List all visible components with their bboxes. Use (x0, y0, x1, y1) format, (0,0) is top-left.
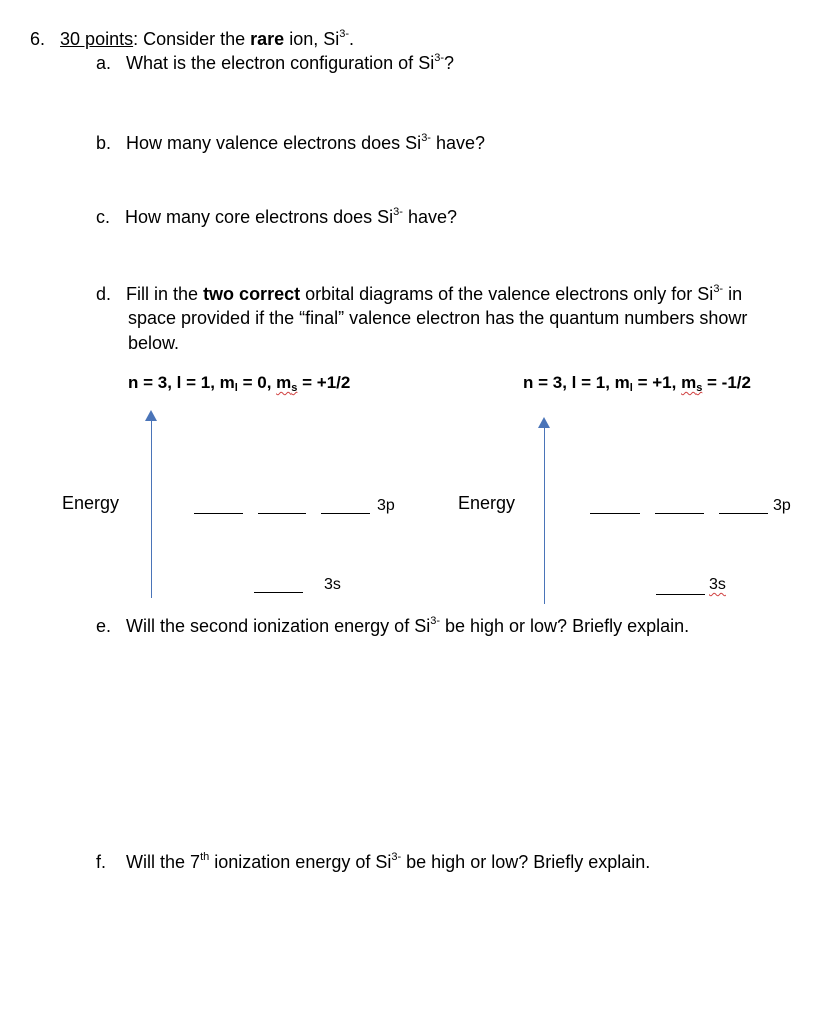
right-energy-label: Energy (458, 493, 516, 513)
right-3p-orbital-2[interactable] (655, 513, 704, 514)
part-c: c. How many core electrons does $Si^{3-}$ have? (96, 206, 457, 227)
right-3s-label: 3s (709, 576, 726, 593)
part-letter: f. (96, 852, 107, 872)
part-b: b. How many valence electrons does $Si^{3-}$ have? (96, 132, 486, 153)
part-a: a. What is the electron configuration of $Si^{3-}$? (96, 52, 454, 73)
question-header: 6. 30 points: Consider the rare ion, $Si^{3-}$. (30, 28, 355, 49)
part-d-line-3: below. (128, 333, 180, 353)
part-letter: a. (96, 53, 112, 73)
part-e: e. Will the second ionization energy of $Si^{3-}$ be high or low? Briefly explain. (96, 615, 690, 636)
left-3s-orbital[interactable] (254, 592, 303, 593)
points-label: 30 points (60, 29, 134, 49)
question-number: 6. (30, 29, 46, 49)
part-d-line-1: d. Fill in the two correct orbital diagrams of the valence electrons only for $Si^{3-}$ in (96, 283, 743, 304)
right-energy-axis (544, 427, 545, 604)
left-3p-label: 3p (377, 497, 395, 514)
left-energy-label: Energy (62, 493, 120, 513)
part-letter: e. (96, 616, 112, 636)
right-3p-label: 3p (773, 497, 791, 514)
part-d-line-2: space provided if the “final” valence electron has the quantum numbers showr (128, 308, 748, 328)
left-3p-orbital-3[interactable] (321, 513, 370, 514)
left-quantum-numbers: n = 3, l = 1, $m_l = 0$, $m_s = +1/2$ (128, 373, 351, 394)
part-letter: b. (96, 133, 112, 153)
part-letter: c. (96, 207, 111, 227)
left-3s-label: 3s (324, 576, 341, 593)
part-letter: d. (96, 284, 112, 304)
left-energy-axis (151, 420, 152, 598)
right-3p-orbital-3[interactable] (719, 513, 768, 514)
right-3s-orbital[interactable] (656, 594, 705, 595)
left-3p-orbital-2[interactable] (258, 513, 306, 514)
part-f: f. Will the 7th ionization energy of $Si^{3-}$ be high or low? Briefly explain. (96, 851, 651, 872)
left-3p-orbital-1[interactable] (194, 513, 243, 514)
rare-emphasis: rare (250, 29, 285, 49)
right-quantum-numbers: n = 3, l = 1, $m_l = +1$, $m_s = -1/2$ (523, 373, 751, 394)
right-3p-orbital-1[interactable] (590, 513, 640, 514)
